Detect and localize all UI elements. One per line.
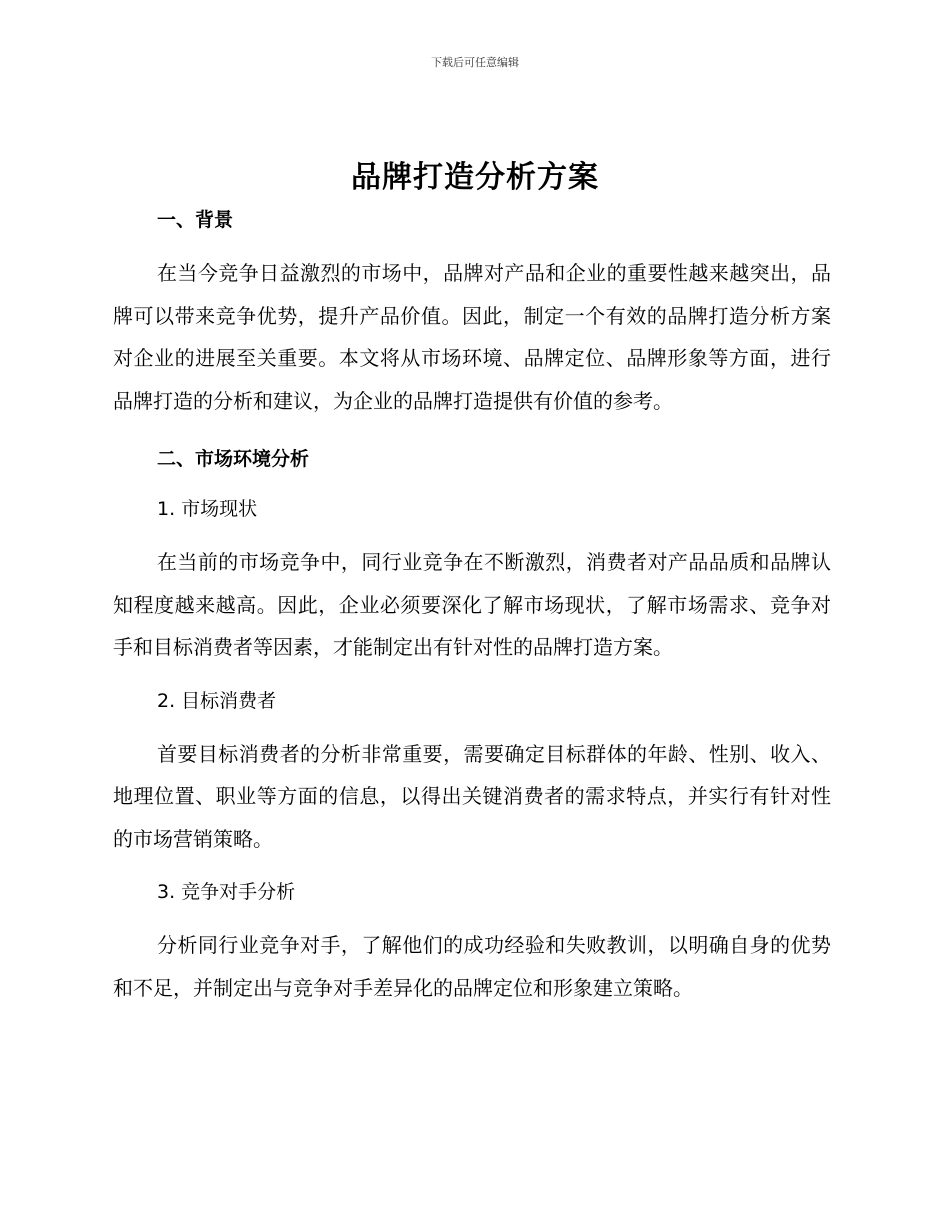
- document-title: 品牌打造分析方案: [351, 160, 599, 195]
- document-body: [113, 202, 831, 1009]
- paragraph-market-status: 在当前的市场竞争中，同行业竞争在不断激烈，消费者对产品品质和品牌认知程度越来越高。因此，企业必须要深化了解市场现状，了解市场需求、竞争对手和目标消费者等因素，才能制定出有针对性的品牌打造方案。: [113, 550, 831, 659]
- section-heading-background: 一、背景: [157, 209, 234, 231]
- paragraph-target-consumers: 首要目标消费者的分析非常重要，需要确定目标群体的年龄、性别、收入、地理位置、职业等方面的信息，以得出关键消费者的需求特点，并实行有针对性的市场营销策略。: [113, 741, 831, 851]
- sub-heading-competitor-analysis: 3. 竞争对手分析: [157, 881, 296, 903]
- sub-heading-market-status: 1. 市场现状: [157, 498, 258, 520]
- paragraph-competitor-analysis: 分析同行业竞争对手，了解他们的成功经验和失败教训，以明确自身的优势和不足，并制定出与竞争对手差异化的品牌定位和形象建立策略。: [113, 933, 831, 1000]
- section-heading-market: 二、市场环境分析: [157, 448, 310, 470]
- header-note: 下载后可任意编辑: [431, 56, 519, 69]
- paragraph-background: 在当今竞争日益激烈的市场中，品牌对产品和企业的重要性越来越突出，品牌可以带来竞争优势，提升产品价值。因此，制定一个有效的品牌打造分析方案对企业的进展至关重要。本文将从市场环境、品牌定位、品牌形象等方面，进行品牌打造的分析和建议，为企业的品牌打造提供有价值的参考。: [113, 261, 831, 413]
- sub-heading-target-consumers: 2. 目标消费者: [157, 689, 277, 712]
